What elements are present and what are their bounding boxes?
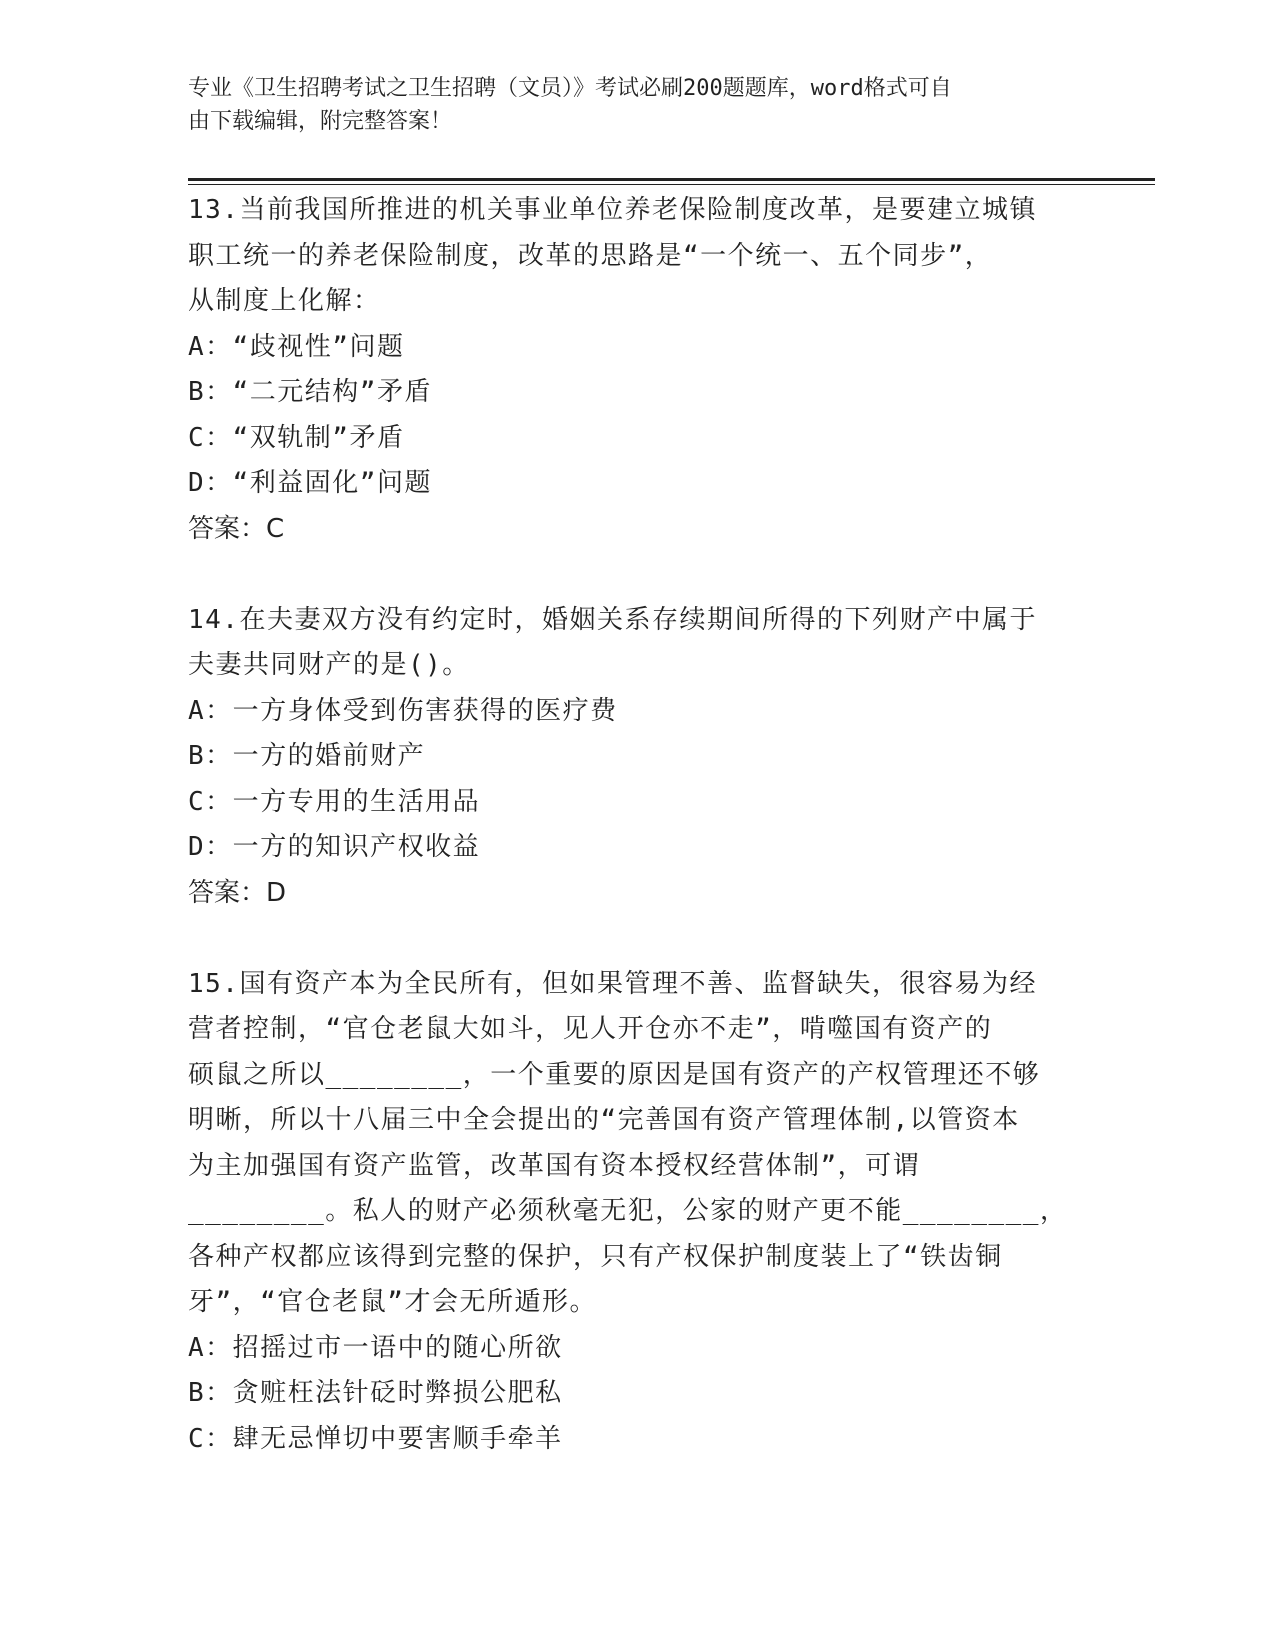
question-text-line: 明晰，所以十八届三中全会提出的“完善国有资产管理体制,以管资本: [188, 1105, 1020, 1135]
document-header: [188, 72, 1068, 138]
question-13-answer: 答案：C: [188, 513, 285, 544]
question-14-option-d: D：一方的知识产权收益: [188, 832, 481, 862]
question-14-option-b: B：一方的婚前财产: [188, 741, 426, 771]
question-text-line: 牙”，“官仓老鼠”才会无所遁形。: [188, 1287, 597, 1317]
header-divider-thin: [188, 184, 1155, 185]
question-text-line: 营者控制，“官仓老鼠大如斗，见人开仓亦不走”，啃噬国有资产的: [188, 1014, 993, 1044]
question-text-line: 14.在夫妻双方没有约定时，婚姻关系存续期间所得的下列财产中属于: [188, 604, 1037, 635]
question-14-answer: 答案：D: [188, 877, 287, 908]
question-text-line: 硕鼠之所以________，一个重要的原因是国有资产的产权管理还不够: [188, 1059, 1041, 1090]
question-text-line: ________。私人的财产必须秋毫无犯，公家的财产更不能________，: [188, 1196, 1068, 1226]
question-14-text: [188, 598, 1088, 689]
question-text-line: 13.当前我国所推进的机关事业单位养老保险制度改革，是要建立城镇: [188, 195, 1037, 225]
question-13-option-c: C：“双轨制”矛盾: [188, 422, 405, 453]
question-13-option-a: A：“歧视性”问题: [188, 331, 405, 362]
question-13-text: [188, 188, 1088, 325]
question-14-option-a: A：一方身体受到伤害获得的医疗费: [188, 695, 618, 726]
question-13: [188, 188, 1088, 552]
question-text-line: 为主加强国有资产监管，改革国有资本授权经营体制”，可谓: [188, 1150, 921, 1181]
question-14: [188, 598, 1088, 917]
question-text-line: 各种产权都应该得到完整的保护，只有产权保护制度装上了“铁齿铜: [188, 1241, 1003, 1272]
question-text-line: 15.国有资产本为全民所有，但如果管理不善、监督缺失，很容易为经: [188, 968, 1037, 999]
question-list: [188, 188, 1088, 1462]
header-line-1: 专业《卫生招聘考试之卫生招聘（文员）》考试必刷200题题库，word格式可自: [188, 76, 952, 101]
question-13-option-b: B：“二元结构”矛盾: [188, 377, 432, 407]
header-divider-thick: [188, 178, 1155, 181]
question-text-line: 从制度上化解：: [188, 286, 381, 316]
question-text-line: 夫妻共同财产的是()。: [188, 650, 470, 680]
question-13-option-d: D：“利益固化”问题: [188, 468, 432, 498]
question-15-option-a: A：招摇过市一语中的随心所欲: [188, 1332, 563, 1363]
question-spacer: [188, 916, 1088, 962]
question-spacer: [188, 552, 1088, 598]
question-15-option-b: B：贪赃枉法针砭时弊损公肥私: [188, 1378, 563, 1408]
question-15-text: [188, 962, 1088, 1326]
question-14-option-c: C：一方专用的生活用品: [188, 786, 481, 817]
question-15: [188, 962, 1088, 1463]
header-line-2: 由下载编辑，附完整答案！: [188, 109, 453, 134]
question-text-line: 职工统一的养老保险制度，改革的思路是“一个统一、五个同步”，: [188, 240, 993, 271]
question-15-option-c: C：肆无忌惮切中要害顺手牵羊: [188, 1423, 563, 1454]
